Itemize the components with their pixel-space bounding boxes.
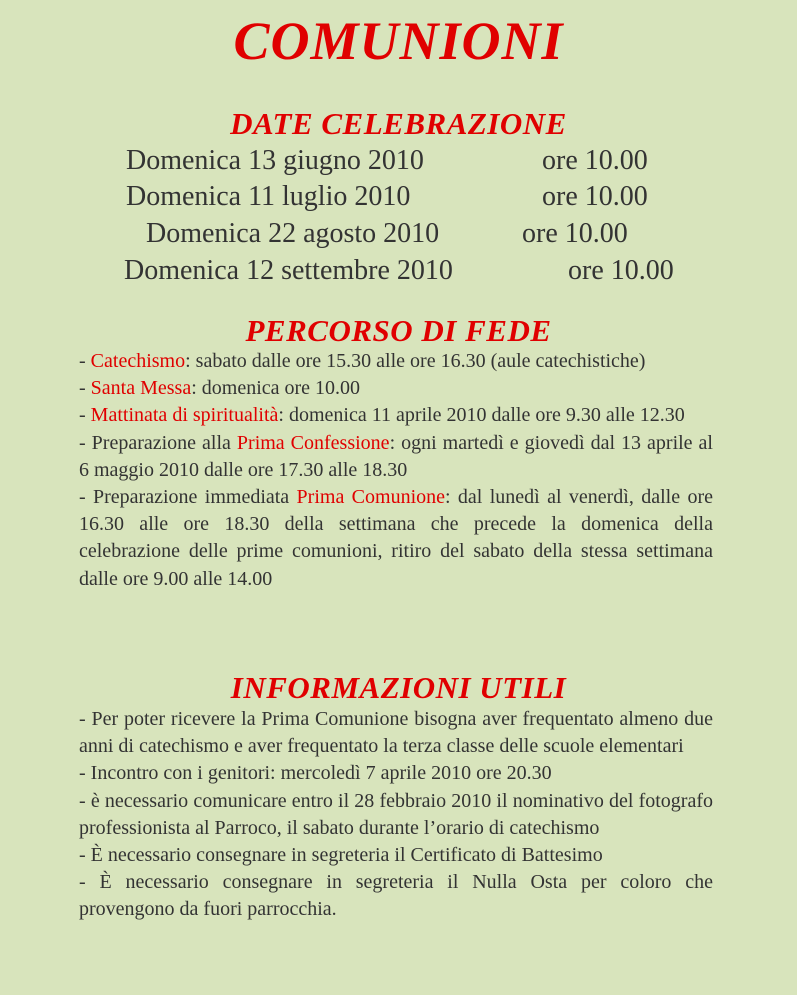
highlight-term: Catechismo	[90, 350, 186, 372]
date-time-2: ore 10.00	[542, 181, 648, 212]
date-time-1: ore 10.00	[542, 145, 648, 176]
page-title: COMUNIONI	[233, 11, 564, 71]
percorso-list	[79, 348, 713, 593]
highlight-term: Mattinata di spiritualità	[90, 404, 279, 427]
percorso-item: - Mattinata di spiritualità: domenica 11 aprile 2010 dalle ore 9.30 alle 12.30	[79, 404, 685, 427]
info-item: - È necessario consegnare in segreteria il Nulla Osta per coloro che provengono da fuori parrocchia.	[79, 871, 713, 921]
date-text: Domenica 13 giugno 2010	[126, 145, 424, 176]
date-row-3	[146, 217, 439, 251]
info-item: - Per poter ricevere la Prima Comunione bisogna aver frequentato almeno due anni di catechismo e aver frequentato la terza classe delle scuole elementari	[79, 708, 713, 758]
info-item: - È necessario consegnare in segreteria il Certificato di Battesimo	[79, 844, 603, 867]
date-row-2	[126, 180, 410, 214]
date-text: Domenica 12 settembre 2010	[124, 255, 453, 286]
info-list	[79, 706, 713, 924]
dates-heading: DATE CELEBRAZIONE	[230, 106, 567, 141]
highlight-term: Prima Confessione	[236, 431, 390, 454]
date-text: Domenica 11 luglio 2010	[126, 181, 411, 212]
date-time-4: ore 10.00	[568, 255, 674, 286]
percorso-item: - Preparazione alla Prima Confessione: ogni martedì e giovedì dal 13 aprile al 6 maggio 2010 dalle ore 17.30 alle 18.30	[79, 431, 713, 481]
highlight-term: Prima Comunione	[296, 486, 446, 509]
info-item: - è necessario comunicare entro il 28 febbraio 2010 il nominativo del fotografo professionista al Parroco, il sabato durante l’orario di catechismo	[79, 789, 713, 839]
percorso-heading: PERCORSO DI FEDE	[245, 313, 552, 348]
date-text: Domenica 22 agosto 2010	[146, 218, 440, 249]
info-item: - Incontro con i genitori: mercoledì 7 aprile 2010 ore 20.30	[79, 762, 552, 785]
highlight-term: Santa Messa	[90, 377, 192, 400]
date-row-4	[124, 254, 453, 288]
date-time-3: ore 10.00	[522, 218, 628, 249]
date-row-1	[126, 144, 424, 178]
percorso-item: - Santa Messa: domenica ore 10.00	[79, 377, 361, 400]
info-heading: INFORMAZIONI UTILI	[230, 670, 567, 705]
percorso-item: - Preparazione immediata Prima Comunione: dal lunedì al venerdì, dalle ore 16.30 alle ore 18.30 della settimana che precede la domenica della celebrazione delle prime comunioni, ritiro del sabato della stessa settimana dalle ore 9.00 alle 14.00	[79, 486, 713, 590]
percorso-item: - Catechismo: sabato dalle ore 15.30 alle ore 16.30 (aule catechistiche)	[79, 350, 646, 372]
